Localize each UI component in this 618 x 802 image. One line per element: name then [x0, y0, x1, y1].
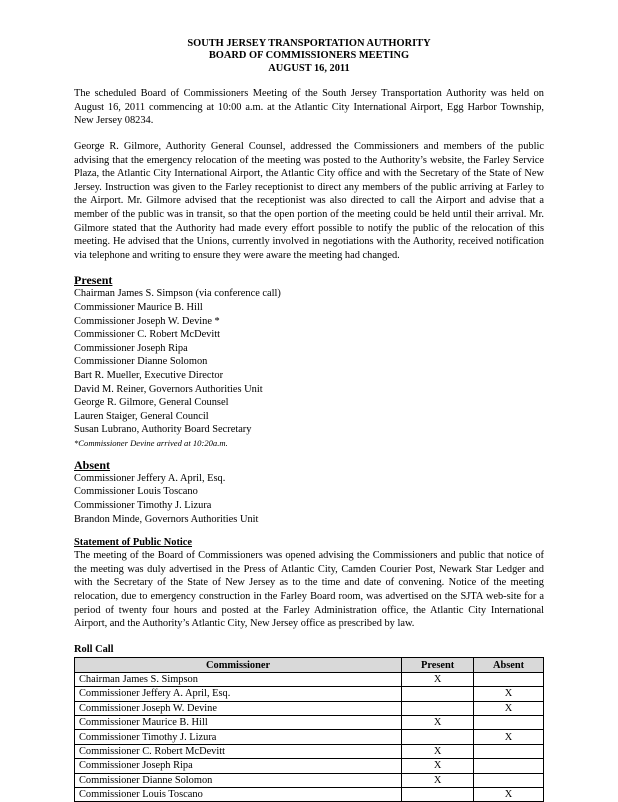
present-list	[74, 287, 544, 437]
absent-item: Brandon Minde, Governors Authorities Unit	[74, 513, 259, 525]
absent-cell	[474, 759, 544, 773]
column-header-present: Present	[402, 658, 474, 672]
absent-cell	[474, 773, 544, 787]
roll-call-section	[74, 643, 544, 802]
present-item: George R. Gilmore, General Counsel	[74, 397, 229, 409]
absent-heading: Absent	[74, 457, 111, 472]
absent-cell: X	[474, 687, 544, 701]
present-item: Lauren Staiger, General Council	[74, 410, 209, 422]
absent-item: Commissioner Timothy J. Lizura	[74, 500, 212, 512]
public-notice-text: The meeting of the Board of Commissioners was opened advising the Commissioners and public that notice of the meeting was duly advertised in the Press of Atlantic City, Camden Courier Post, Newark Star Ledger and with the Secretary of the State of New Jersey as to the time and date of convening. Notice of the meeting relocation, due to emergency construction in the Farley Board room, was advertised on the SJTA web-site for a period of twenty four hours and posted at the Farley Administration office, the Atlantic City International Airport, and the Authority’s Atlantic City, New Jersey office as prescribed by law.	[74, 550, 544, 630]
present-item: Commissioner Joseph W. Devine *	[74, 315, 220, 327]
commissioner-cell: Commissioner C. Robert McDevitt	[75, 744, 402, 758]
header-line-authority: SOUTH JERSEY TRANSPORTATION AUTHORITY	[187, 38, 431, 49]
absent-cell	[474, 672, 544, 686]
commissioner-cell: Commissioner Timothy J. Lizura	[75, 730, 402, 744]
absent-cell: X	[474, 787, 544, 801]
roll-call-title: Roll Call	[74, 643, 114, 655]
present-item: David M. Reiner, Governors Authorities Unit	[74, 383, 263, 395]
present-item: Commissioner Maurice B. Hill	[74, 301, 203, 313]
present-cell: X	[402, 672, 474, 686]
present-cell	[402, 701, 474, 715]
intro-paragraph: The scheduled Board of Commissioners Meeting of the South Jersey Transportation Authority was held on August 16, 2011 commencing at 10:00 a.m. at the Atlantic City International Airport, Egg Harbor Township, New Jersey 08234.	[74, 88, 544, 127]
public-notice-heading: Statement of Public Notice	[74, 537, 193, 549]
roll-call-table	[74, 657, 544, 802]
present-item: Commissioner Joseph Ripa	[74, 342, 188, 354]
roll-call-header-row	[75, 658, 544, 672]
table-row	[75, 715, 544, 729]
header-line-meeting: BOARD OF COMMISSIONERS MEETING	[208, 50, 410, 62]
column-header-commissioner: Commissioner	[75, 658, 402, 672]
absent-item: Commissioner Louis Toscano	[74, 486, 198, 498]
column-header-absent: Absent	[474, 658, 544, 672]
table-row	[75, 773, 544, 787]
absent-cell: X	[474, 730, 544, 744]
present-item: Susan Lubrano, Authority Board Secretary	[74, 424, 252, 436]
present-item: Bart R. Mueller, Executive Director	[74, 369, 224, 381]
table-row	[75, 730, 544, 744]
present-cell: X	[402, 759, 474, 773]
present-item: Commissioner C. Robert McDevitt	[74, 329, 221, 341]
document-header	[74, 38, 544, 75]
present-cell: X	[402, 773, 474, 787]
commissioner-cell: Commissioner Dianne Solomon	[75, 773, 402, 787]
commissioner-cell: Commissioner Louis Toscano	[75, 787, 402, 801]
present-cell	[402, 687, 474, 701]
present-item: Commissioner Dianne Solomon	[74, 356, 208, 368]
absent-item: Commissioner Jeffery A. April, Esq.	[74, 472, 226, 484]
present-cell	[402, 730, 474, 744]
table-row	[75, 672, 544, 686]
gilmore-paragraph: George R. Gilmore, Authority General Counsel, addressed the Commissioners and members of the public advising that the emergency relocation of the meeting was posted to the Authority’s website, the Farley Service Plaza, the Atlantic City International Airport, the Atlantic City office and with the Secretary of the State of New Jersey. Instruction was given to the Farley receptionist to direct any members of the public arriving at Farley to the Airport. Mr. Gilmore advised that the receptionist was also directed to call the Airport and advise that a member of the public was in transit, so that the open portion of the meeting could be held until their arrival. Mr. Gilmore stated that the Authority had made every effort possible to notify the public of the relocation of this meeting. He advised that the Unions, currently involved in negotiations with the Authority, received notification via telephone and writing to ensure they were aware the meeting had changed.	[74, 141, 544, 261]
absent-cell	[474, 715, 544, 729]
commissioner-cell: Commissioner Joseph W. Devine	[75, 701, 402, 715]
table-row	[75, 701, 544, 715]
devine-arrival-note: *Commissioner Devine arrived at 10:20a.m.	[74, 437, 228, 448]
absent-cell	[474, 744, 544, 758]
present-section	[74, 274, 544, 449]
table-row	[75, 759, 544, 773]
commissioner-cell: Commissioner Jeffery A. April, Esq.	[75, 687, 402, 701]
present-cell: X	[402, 715, 474, 729]
table-row	[75, 744, 544, 758]
commissioner-cell: Commissioner Joseph Ripa	[75, 759, 402, 773]
absent-section	[74, 459, 544, 526]
commissioner-cell: Chairman James S. Simpson	[75, 672, 402, 686]
present-heading: Present	[74, 273, 113, 288]
present-cell: X	[402, 744, 474, 758]
table-row	[75, 687, 544, 701]
public-notice-section	[74, 536, 544, 631]
header-line-date: AUGUST 16, 2011	[268, 62, 350, 74]
absent-cell: X	[474, 701, 544, 715]
present-item: Chairman James S. Simpson (via conference call)	[74, 288, 281, 300]
commissioner-cell: Commissioner Maurice B. Hill	[75, 715, 402, 729]
